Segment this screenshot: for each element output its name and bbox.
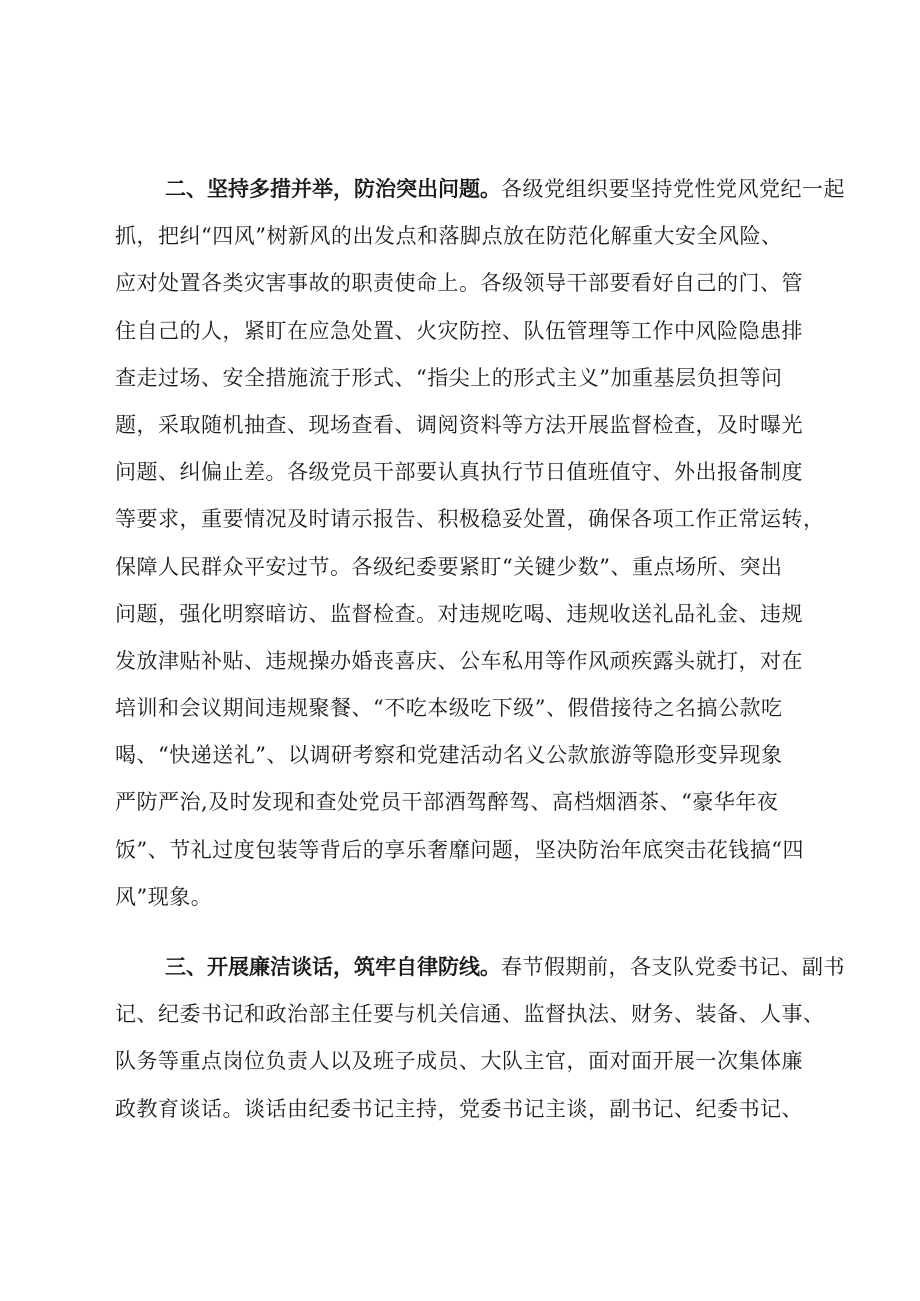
line-text: 各级党组织要坚持党性党风党纪一起 <box>501 177 845 201</box>
paragraph-line: 记、纪委书记和政治部主任要与机关信通、监督执法、财务、装备、人事、 <box>115 1002 825 1027</box>
paragraph-line: 饭”、节礼过度包装等背后的享乐奢靡问题，坚决防治年底突击花钱搞“四 <box>115 837 804 862</box>
paragraph-line: 住自己的人，紧盯在应急处置、火灾防控、队伍管理等工作中风险隐患排 <box>115 318 803 343</box>
paragraph-line: 问题，强化明察暗访、监督检查。对违规吃喝、违规收送礼品礼金、违规 <box>115 601 803 626</box>
paragraph-line: 保障人民群众平安过节。各级纪委要紧盯“关键少数”、重点场所、突出 <box>115 554 783 579</box>
paragraph-first-line <box>115 944 845 991</box>
paragraph-2 <box>115 166 845 921</box>
paragraph-line: 严防严治,及时发现和查处党员干部酒驾醉驾、高档烟酒茶、“豪华年夜 <box>115 790 779 815</box>
paragraph-heading: 二、坚持多措并举，防治突出问题。 <box>165 177 501 201</box>
paragraph-line: 等要求，重要情况及时请示报告、积极稳妥处置，确保各项工作正常运转， <box>115 507 825 532</box>
paragraph-line: 喝、“快递送礼”、以调研考察和党建活动名义公款旅游等隐形变异现象 <box>115 743 783 768</box>
paragraph-line: 政教育谈话。谈话由纪委书记主持，党委书记主谈，副书记、纪委书记、 <box>115 1096 803 1121</box>
paragraph-first-line <box>115 166 845 213</box>
paragraph-line: 应对处置各类灾害事故的职责使命上。各级领导干部要看好自己的门、管 <box>115 271 803 296</box>
paragraph-line: 风”现象。 <box>115 884 213 909</box>
paragraph-line: 问题、纠偏止差。各级党员干部要认真执行节日值班值守、外出报备制度 <box>115 460 803 485</box>
line-text: 春节假期前，各支队党委书记、副书 <box>501 955 845 979</box>
paragraph-line: 查走过场、安全措施流于形式、“指尖上的形式主义”加重基层负担等问 <box>115 365 783 390</box>
paragraph-line: 发放津贴补贴、违规操办婚丧喜庆、公车私用等作风顽疾露头就打，对在 <box>115 648 803 673</box>
paragraph-heading: 三、开展廉洁谈话，筑牢自律防线。 <box>165 955 501 979</box>
paragraph-line: 培训和会议期间违规聚餐、“不吃本级吃下级”、假借接待之名搞公款吃 <box>115 696 783 721</box>
paragraph-line: 队务等重点岗位负责人以及班子成员、大队主官，面对面开展一次集体廉 <box>115 1049 803 1074</box>
paragraph-3 <box>115 944 845 1133</box>
paragraph-line: 抓，把纠“四风”树新风的出发点和落脚点放在防范化解重大安全风险、 <box>115 224 783 249</box>
paragraph-line: 题，采取随机抽查、现场查看、调阅资料等方法开展监督检查，及时曝光 <box>115 412 803 437</box>
